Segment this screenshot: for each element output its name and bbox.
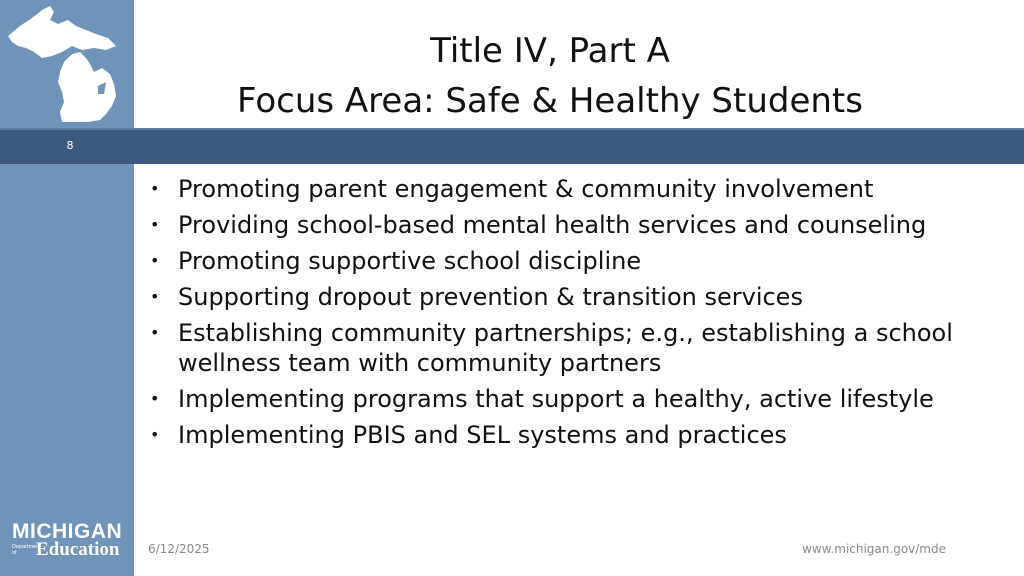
footer-date: 6/12/2025 — [148, 542, 210, 556]
list-item-text: Promoting parent engagement & community involvement — [178, 175, 874, 203]
logo-michigan-text: MICHIGAN — [12, 520, 123, 543]
slide-title — [160, 26, 940, 126]
bullet-icon: • — [150, 287, 160, 306]
list-item-text: Implementing programs that support a healthy, active lifestyle — [178, 385, 934, 413]
footer-url[interactable]: www.michigan.gov/mde — [802, 542, 946, 556]
bullet-icon: • — [150, 251, 160, 270]
list-item-text: Implementing PBIS and SEL systems and practices — [178, 421, 787, 449]
list-item-text: Providing school-based mental health services and counseling — [178, 211, 927, 239]
bullet-icon: • — [150, 323, 160, 342]
bullet-icon: • — [150, 389, 160, 408]
bullet-icon: • — [150, 179, 160, 198]
list-item — [146, 282, 1006, 312]
logo-education-text: Education — [36, 539, 120, 560]
list-item — [146, 318, 1006, 378]
list-item-text: Establishing community partnerships; e.g., establishing a school wellness team with community partners — [178, 319, 953, 377]
bullet-icon: • — [150, 215, 160, 234]
logo-department-line2: of — [12, 550, 17, 556]
list-item — [146, 384, 1006, 414]
list-item — [146, 210, 1006, 240]
logo-department-line1: Department — [12, 544, 41, 550]
list-item — [146, 246, 1006, 276]
list-item — [146, 174, 1006, 204]
slide-number: 8 — [66, 139, 74, 152]
bullet-list — [146, 174, 1006, 456]
list-item-text: Promoting supportive school discipline — [178, 247, 642, 275]
mde-logo — [8, 520, 124, 562]
list-item-text: Supporting dropout prevention & transition services — [178, 283, 803, 311]
slide-title-line2: Focus Area: Safe & Healthy Students — [237, 81, 863, 121]
header-divider-bar — [0, 128, 1024, 164]
list-item — [146, 420, 1006, 450]
sidebar-panel — [0, 0, 134, 576]
slide-title-line1: Title IV, Part A — [430, 31, 670, 71]
header-divider-highlight — [0, 128, 1024, 130]
bullet-icon: • — [150, 425, 160, 444]
michigan-map-icon — [6, 2, 126, 124]
